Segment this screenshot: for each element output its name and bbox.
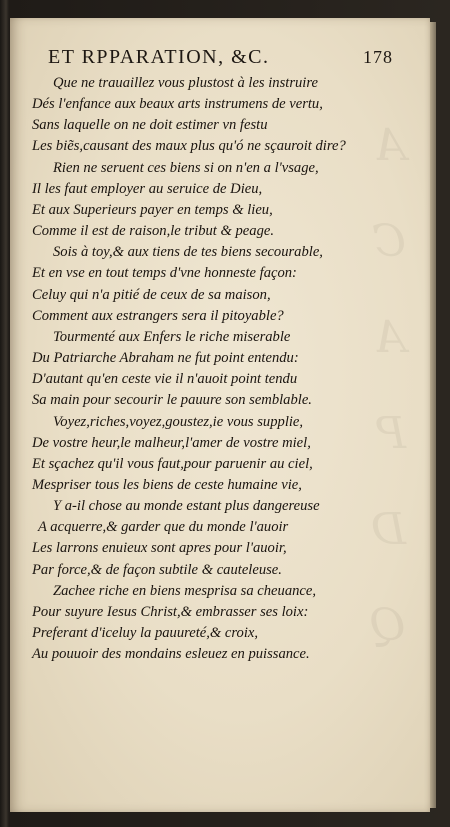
poem-text	[30, 73, 390, 665]
poem-line: Celuy qui n'a pitié de ceux de sa maison,	[32, 286, 271, 303]
poem-line: Les biẽs,causant des maux plus qu'ó ne sçauroit dire?	[32, 138, 346, 155]
poem-line: Sa main pour secourir le pauure son semblable.	[32, 392, 312, 409]
poem-line: Et aux Superieurs payer en temps & lieu,	[32, 201, 273, 218]
poem-line: Comment aux estrangers sera il pitoyable?	[32, 307, 284, 324]
poem-line: D'autant qu'en ceste vie il n'auoit point tendu	[32, 371, 298, 388]
show-through-ink: A C A P D Q	[369, 120, 406, 651]
poem-line: Zachee riche en biens mesprisa sa cheuance,	[53, 582, 317, 599]
poem-line: Pour suyure Iesus Christ,& embrasser ses loix:	[32, 603, 309, 620]
page-number: 178	[363, 47, 393, 67]
poem-line: Y a-il chose au monde estant plus dangereuse	[53, 498, 320, 515]
poem-line: Voyez,riches,voyez,goustez,ie vous supplie,	[53, 413, 304, 430]
poem-line: A acquerre,& garder que du monde l'auoir	[38, 519, 289, 536]
poem-line: Il les faut employer au seruice de Dieu,	[32, 180, 263, 197]
poem-line: Preferant d'iceluy la pauureté,& croix,	[32, 625, 259, 642]
poem-line: Et sçachez qu'il vous faut,pour paruenir au ciel,	[32, 455, 313, 472]
poem-line: De vostre heur,le malheur,l'amer de vostre miel,	[32, 434, 311, 451]
poem-line: Sans laquelle on ne doit estimer vn festu	[32, 117, 268, 134]
poem-line: Et en vse en tout temps d'vne honneste façon:	[32, 265, 297, 282]
running-title: ET RPPARATION, &C.	[48, 46, 270, 68]
page-edge	[430, 22, 436, 808]
poem-line: Mespriser tous les biens de ceste humaine vie,	[32, 476, 302, 493]
poem-line: Sois à toy,& aux tiens de tes biens secourable,	[53, 244, 323, 261]
poem-line: Par force,& de façon subtile & cauteleuse.	[32, 561, 282, 578]
running-head	[48, 46, 393, 72]
poem-line: Au pouuoir des mondains esleuez en puissance.	[32, 646, 310, 663]
poem-line: Du Patriarche Abraham ne fut point entendu:	[32, 350, 299, 367]
poem-line: Rien ne seruent ces biens si on n'en a l'vsage,	[53, 159, 319, 176]
poem-line: Les larrons enuieux sont apres pour l'auoir,	[32, 540, 287, 557]
poem-line: Comme il est de raison,le tribut & peage.	[32, 223, 274, 240]
poem-line: Que ne trauaillez vous plustost à les instruire	[53, 75, 318, 91]
poem-line: Tourmenté aux Enfers le riche miserable	[53, 328, 291, 345]
poem-line: Dés l'enfance aux beaux arts instrumens de vertu,	[32, 96, 323, 113]
